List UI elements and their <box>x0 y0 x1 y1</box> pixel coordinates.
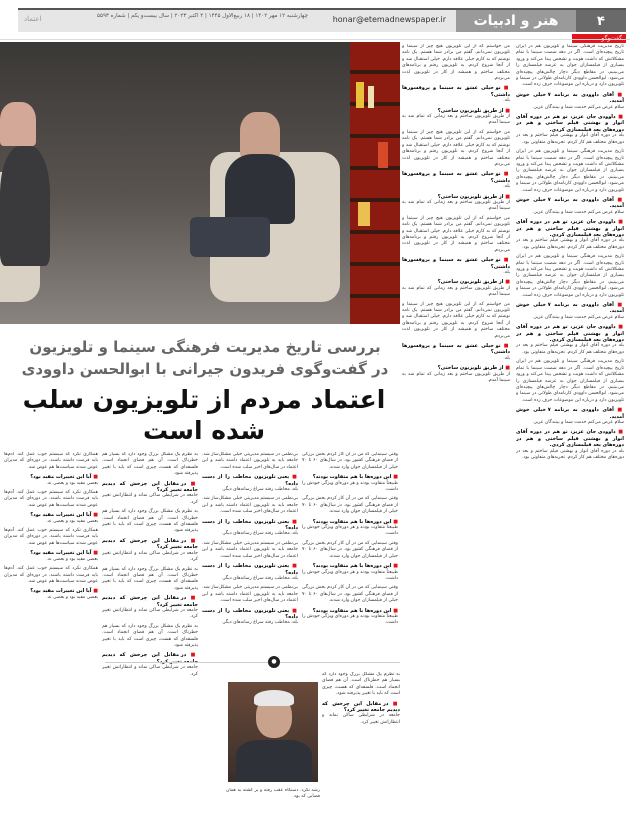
paragraph <box>516 407 624 426</box>
paragraph <box>102 538 198 564</box>
question: ■ آقای داوودی به برنامه ۷ خیلی خوش آمدید. <box>516 407 624 420</box>
answer-text: همکاری نکرد که سیستم خوب عمل کند. آدم‌ها باید فرصت داشته باشند. در دوره‌ای که مدیران عوض شدند سیاست‌ها هم عوض شد. <box>4 528 98 546</box>
answer-text: بله، مخاطب رفته سراغ رسانه‌های دیگر. <box>221 575 298 581</box>
paragraph <box>302 585 398 604</box>
paragraph <box>102 624 198 650</box>
question: ■ در مقابل این چرخش که دیدیم جامعه تغییر کرد؟ <box>102 595 198 608</box>
subtitle-line-1: بررسی تاریخ مدیریت فرهنگی سینما و تلویزیون <box>29 338 381 356</box>
answer-text: سلام عرض می‌کنم خدمت شما و بینندگان عزیز. <box>532 209 624 215</box>
question: ■ در مقابل این چرخش که دیدیم جامعه تغییر کرد؟ <box>102 538 198 551</box>
paragraph <box>516 219 624 251</box>
question: ■ از طریق تلویزیون ساختی؟ <box>402 365 510 371</box>
paragraph <box>402 171 510 190</box>
question: ■ تو خیلی عشق به سینما و پروفسورها داشتی؟ <box>402 171 510 184</box>
paragraph <box>302 474 398 493</box>
question: ■ داوودی جان عزیز، تو هم در دوره آقای انوار و بهشتی فیلم ساختی و هم در دوره‌های بعد فیلمسازی کردی. <box>516 114 624 133</box>
paragraph <box>4 474 98 487</box>
answer-text: بله، مخاطب رفته سراغ رسانه‌های دیگر. <box>221 487 298 493</box>
main-photo <box>0 42 400 324</box>
answer-text: به نظرم یک مشکل بزرگ وجود دارد که بسیار هم خطرناک است. آن هم فضای انجماد است. فلسفه‌ای که هست، چیزی است که باید با تغییر پذیرفته شود. <box>102 566 198 591</box>
answer-text: بله در دوره آقای انوار و بهشتی فیلم ساختم و بعد در دوره‌های مختلف هم کار کردم. تجربه‌های متفاوتی بود. <box>516 343 624 355</box>
paragraph <box>402 108 510 127</box>
paragraph <box>4 490 98 509</box>
answer-text: بی‌نظمی در سیستم مدیریتی خیلی مشکل‌ساز شد. جامعه باید به تلویزیون اعتماد داشته باشد و این اعتماد در سال‌های اخیر سلب شده است. <box>202 452 298 470</box>
paragraph <box>102 452 198 478</box>
answer-text: بعضی مفید بود و بعضی نه. <box>46 594 98 600</box>
answer-text: وقتی سینمایی که من در آن کار کردم بخش بزرگی از فضای فرهنگی کشور بود. در سال‌های ۶۰ تا ۷۰ خیلی از فیلمسازان جوان وارد شدند. <box>302 496 398 515</box>
answer-text: طبیعتاً متفاوت بودند و هر دوره‌ای ویژگی خودش را داشت. <box>302 525 398 537</box>
paragraph <box>302 519 398 538</box>
paragraph <box>516 359 624 404</box>
paragraph <box>202 585 298 604</box>
portrait-photo <box>228 682 318 782</box>
article-column <box>302 452 398 654</box>
question: ■ تو خیلی عشق به سینما و پروفسورها داشتی؟ <box>402 343 510 356</box>
section-tag: گفت‌وگو <box>572 34 626 43</box>
answer-text: بله، مخاطب رفته سراغ رسانه‌های دیگر. <box>221 531 298 537</box>
answer-text: همکاری نکرد که سیستم خوب عمل کند. آدم‌ها باید فرصت داشته باشند. در دوره‌ای که مدیران عوض شدند سیاست‌ها هم عوض شد. <box>4 490 98 508</box>
answer-text: به نظرم یک مشکل بزرگ وجود دارد که بسیار هم خطرناک است. آن هم فضای انجماد است. فلسفه‌ای که هست، چیزی است که باید با تغییر پذیرفته شود. <box>102 509 198 534</box>
question: ■ داوودی جان عزیز، تو هم در دوره آقای انوار و بهشتی فیلم ساختی و هم در دوره‌های بعد فیلمسازی کردی. <box>516 324 624 343</box>
paragraph <box>202 563 298 582</box>
paragraph <box>4 452 98 471</box>
question: ■ داوودی جان عزیز، تو هم در دوره آقای انوار و بهشتی فیلم ساختی و هم در دوره‌های بعد فیلمسازی کردی. <box>516 429 624 448</box>
article-column <box>516 44 624 814</box>
answer-text: من خواستم که از این تلویزیون هیچ چیز از سینما و تلویزیون نمی‌دانم. گفتم من برادر شما هستم. یک نامه نوشتم که به کارم خیلی علاقه دارم. خیلی استقبال شد و از آنجا شروع کردم. به تلویزیون رفتم و برنامه‌های مختلف ساختم و همیشه از کار در تلویزیون لذت می‌بردم. <box>402 301 510 339</box>
answer-text: من خواستم که از این تلویزیون هیچ چیز از سینما و تلویزیون نمی‌دانم. گفتم من برادر شما هستم. یک نامه نوشتم که به کارم خیلی علاقه دارم. خیلی استقبال شد و از آنجا شروع کردم. به تلویزیون رفتم و برنامه‌های مختلف ساختم و همیشه از کار در تلویزیون لذت می‌بردم. <box>402 129 510 167</box>
answer-text: سلام عرض می‌کنم خدمت شما و بینندگان عزیز. <box>532 314 624 320</box>
answer-text: از طریق تلویزیون ساختم و بعد زمانی که تمام شد به سینما آمدم. <box>402 371 510 384</box>
answer-text: وقتی سینمایی که من در آن کار کردم بخش بزرگی از فضای فرهنگی کشور بود. در سال‌های ۶۰ تا ۷۰ خیلی از فیلمسازان جوان وارد شدند. <box>302 452 398 470</box>
paragraph <box>202 541 298 560</box>
answer-text: تاریخ مدیریت فرهنگی سینما و تلویزیون هم در ایران تاریخ پیچیده‌ای است. اگر در دهه شصت سینما با تمام مشکلاتش که داشت هویت و تشخص پیدا می‌کند و ورود بسیاری از فیلمسازان جوان به عرصه فیلمسازی را می‌بینیم، در مقاطع دیگر دچار چالش‌های پیچیده‌ای می‌شود. ابوالحسن داوودی کارنامه‌ای طولانی در سینما و تلویزیون دارد و درباره این موضوعات حرف زده است. <box>516 254 624 298</box>
answer-text: از طریق تلویزیون ساختم و بعد زمانی که تمام شد به سینما آمدم. <box>402 285 510 298</box>
answer-text: بله در دوره آقای انوار و بهشتی فیلم ساختم و بعد در دوره‌های مختلف هم کار کردم. تجربه‌های متفاوتی بود. <box>516 238 624 250</box>
answer-text: همکاری نکرد که سیستم خوب عمل کند. آدم‌ها باید فرصت داشته باشند. در دوره‌ای که مدیران عوض شدند سیاست‌ها هم عوض شد. <box>4 566 98 584</box>
answer-text: تاریخ مدیریت فرهنگی سینما و تلویزیون هم در ایران تاریخ پیچیده‌ای است. اگر در دهه شصت سینما با تمام مشکلاتش که داشت هویت و تشخص پیدا می‌کند و ورود بسیاری از فیلمسازان جوان به عرصه فیلمسازی را می‌بینیم، در مقاطع دیگر دچار چالش‌های پیچیده‌ای می‌شود. ابوالحسن داوودی کارنامه‌ای طولانی در سینما و تلویزیون دارد و درباره این موضوعات حرف زده است. <box>516 359 624 403</box>
paragraph <box>202 452 298 471</box>
answer-text: بله در دوره آقای انوار و بهشتی فیلم ساختم و بعد در دوره‌های مختلف هم کار کردم. تجربه‌های متفاوتی بود. <box>516 133 624 145</box>
question: ■ آیا این تغییرات مفید بود؟ <box>4 550 98 556</box>
paragraph <box>102 481 198 507</box>
paragraph <box>202 496 298 515</box>
answer-text: به نظرم یک مشکل بزرگ وجود دارد که بسیار هم خطرناک است. آن هم فضای انجماد است. فلسفه‌ای که هست، چیزی است که باید با تغییر پذیرفته شود. <box>102 452 198 477</box>
paragraph <box>202 608 298 627</box>
question: ■ از طریق تلویزیون ساختی؟ <box>402 279 510 285</box>
answer-text: بله در دوره آقای انوار و بهشتی فیلم ساختم و بعد در دوره‌های مختلف هم کار کردم. تجربه‌های متفاوتی بود. <box>516 448 624 460</box>
paragraph <box>4 528 98 547</box>
answer-text: طبیعتاً متفاوت بودند و هر دوره‌ای ویژگی خودش را داشت. <box>302 569 398 581</box>
question: ■ یعنی تلویزیون مخاطب را از دست داده؟ <box>202 563 298 576</box>
paragraph <box>302 452 398 471</box>
section-title: هنر و ادبیات <box>456 10 576 32</box>
answer-text: وقتی سینمایی که من در آن کار کردم بخش بزرگی از فضای فرهنگی کشور بود. در سال‌های ۶۰ تا ۷۰ خیلی از فیلمسازان جوان وارد شدند. <box>302 540 398 559</box>
paragraph <box>516 197 624 216</box>
subheadline <box>10 336 400 380</box>
divider <box>105 662 400 663</box>
answer-text: سلام عرض می‌کنم خدمت شما و بینندگان عزیز. <box>532 104 624 110</box>
answer-text: بی‌نظمی در سیستم مدیریتی خیلی مشکل‌ساز شد. جامعه باید به تلویزیون اعتماد داشته باشد و این اعتماد در سال‌های اخیر سلب شده است. <box>202 540 298 559</box>
section-banner <box>456 10 626 32</box>
question: ■ آیا این تغییرات مفید بود؟ <box>4 474 98 480</box>
paragraph <box>102 509 198 535</box>
answer-text: به نظرم یک مشکل بزرگ وجود دارد که بسیار هم خطرناک است. آن هم فضای انجماد است. فلسفه‌ای که هست، چیزی است که باید با تغییر پذیرفته شود. <box>102 623 198 648</box>
question: ■ آقای داوودی به برنامه ۷ خیلی خوش آمدید. <box>516 92 624 105</box>
paragraph <box>102 652 198 678</box>
paragraph <box>402 216 510 254</box>
newspaper-logo: اعتماد <box>24 15 42 23</box>
article-column <box>202 452 298 654</box>
answer-text: طبیعتاً متفاوت بودند و هر دوره‌ای ویژگی خودش را داشت. <box>302 613 398 626</box>
article-column <box>322 672 400 817</box>
divider <box>0 39 630 40</box>
answer-text: بی‌نظمی در سیستم مدیریتی خیلی مشکل‌ساز شد. جامعه باید به تلویزیون اعتماد داشته باشد و این اعتماد در سال‌های اخیر سلب شده است. <box>202 585 298 604</box>
paragraph <box>322 701 400 727</box>
article-column <box>402 44 510 814</box>
paragraph <box>302 541 398 560</box>
paragraph <box>516 114 624 146</box>
page-number: ۴ <box>576 10 626 32</box>
paragraph <box>202 474 298 493</box>
answer-text: جامعه در شرایطی ساکن نماند و انتظاراتش تغییر کرد. <box>102 493 198 505</box>
question: ■ از طریق تلویزیون ساختی؟ <box>402 108 510 114</box>
paragraph <box>4 550 98 563</box>
answer-text: سلام عرض می‌کنم خدمت شما و بینندگان عزیز. <box>532 419 624 425</box>
answer-text: تاریخ مدیریت فرهنگی سینما و تلویزیون هم در ایران تاریخ پیچیده‌ای است. اگر در دهه شصت سینما با تمام مشکلاتش که داشت هویت و تشخص پیدا می‌کند و ورود بسیاری از فیلمسازان جوان به عرصه فیلمسازی را می‌بینیم، در مقاطع دیگر دچار چالش‌های پیچیده‌ای می‌شود. ابوالحسن داوودی کارنامه‌ای طولانی در سینما و تلویزیون دارد و درباره این موضوعات حرف زده است. <box>516 44 624 88</box>
paragraph <box>4 512 98 525</box>
answer-text: من خواستم که از این تلویزیون هیچ چیز از سینما و تلویزیون نمی‌دانم. گفتم من برادر شما هستم. یک نامه نوشتم که به کارم خیلی علاقه دارم. خیلی استقبال شد و از آنجا شروع کردم. به تلویزیون رفتم و برنامه‌های مختلف ساختم و همیشه از کار در تلویزیون لذت می‌بردم. <box>402 44 510 82</box>
answer-text: بله. <box>503 98 510 104</box>
question: ■ یعنی تلویزیون مخاطب را از دست داده؟ <box>202 474 298 487</box>
answer-text: بله. <box>503 270 510 275</box>
answer-text: بله. <box>503 184 510 190</box>
paragraph <box>402 44 510 82</box>
paragraph <box>4 566 98 585</box>
answer-text: بله. <box>503 355 510 361</box>
question: ■ در مقابل این چرخش که دیدیم جامعه تغییر کرد؟ <box>102 481 198 494</box>
answer-text: بی‌نظمی در سیستم مدیریتی خیلی مشکل‌ساز شد. جامعه باید به تلویزیون اعتماد داشته باشد و این اعتماد در سال‌های اخیر سلب شده است. <box>202 496 298 515</box>
paragraph <box>516 429 624 461</box>
article-column <box>4 452 98 812</box>
paragraph <box>402 365 510 384</box>
question: ■ آیا این تغییرات مفید بود؟ <box>4 588 98 594</box>
answer-text: از طریق تلویزیون ساختم و بعد زمانی که تمام شد به سینما آمدم. <box>402 199 510 212</box>
paragraph <box>516 254 624 299</box>
question: ■ آقای داوودی به برنامه ۷ خیلی خوش آمدید. <box>516 302 624 315</box>
paragraph <box>516 149 624 194</box>
question: ■ تو خیلی عشق به سینما و پروفسورها داشتی؟ <box>402 257 510 270</box>
paragraph <box>302 496 398 515</box>
question: ■ یعنی تلویزیون مخاطب را از دست داده؟ <box>202 519 298 532</box>
paragraph <box>402 194 510 213</box>
answer-text: بله، مخاطب رفته سراغ رسانه‌های دیگر. <box>221 620 298 626</box>
paragraph <box>302 608 398 627</box>
answer-text: من خواستم که از این تلویزیون هیچ چیز از سینما و تلویزیون نمی‌دانم. گفتم من برادر شما هستم. یک نامه نوشتم که به کارم خیلی علاقه دارم. خیلی استقبال شد و از آنجا شروع کردم. به تلویزیون رفتم و برنامه‌های مختلف ساختم و همیشه از کار در تلویزیون لذت می‌بردم. <box>402 215 510 253</box>
answer-text: طبیعتاً متفاوت بودند و هر دوره‌ای ویژگی خودش را داشت. <box>302 480 398 493</box>
question: ■ این دوره‌ها با هم متفاوت بودند؟ <box>302 608 398 614</box>
answer-text: وقتی سینمایی که من در آن کار کردم بخش بزرگی از فضای فرهنگی کشور بود. در سال‌های ۶۰ تا ۷۰ خیلی از فیلمسازان جوان وارد شدند. <box>302 585 398 604</box>
answer-text: بعضی مفید بود و بعضی نه. <box>46 518 98 524</box>
question: ■ این دوره‌ها با هم متفاوت بودند؟ <box>302 519 398 525</box>
paragraph <box>102 567 198 593</box>
paragraph <box>402 302 510 340</box>
question: ■ این دوره‌ها با هم متفاوت بودند؟ <box>302 474 398 480</box>
article-column <box>102 452 198 812</box>
answer-text: جامعه در شرایطی ساکن نماند و انتظاراتش تغییر کرد. <box>102 550 198 563</box>
paragraph <box>516 44 624 89</box>
question: ■ تو خیلی عشق به سینما و پروفسورها داشتی؟ <box>402 85 510 98</box>
answer-text: بعضی مفید بود و بعضی نه. <box>46 556 98 562</box>
paragraph <box>516 92 624 111</box>
subtitle-line-2: در گفت‌وگوی فریدون جیرانی با ابوالحسن داوودی <box>21 360 389 378</box>
answer-text: همکاری نکرد که سیستم خوب عمل کند. آدم‌ها باید فرصت داشته باشند. در دوره‌ای که مدیران عوض شدند سیاست‌ها هم عوض شد. <box>4 452 98 470</box>
answer-text: بعضی مفید بود و بعضی نه. <box>46 480 98 486</box>
question: ■ یعنی تلویزیون مخاطب را از دست داده؟ <box>202 608 298 621</box>
paragraph <box>102 595 198 621</box>
page-header <box>18 8 626 32</box>
paragraph <box>202 519 298 538</box>
question: ■ در مقابل این چرخش که دیدیم جامعه تغییر کرد؟ <box>102 652 198 665</box>
answer-text: به نظرم یک مشکل بزرگ وجود دارد که بسیار هم خطرناک است. آن هم فضای انجماد است. فلسفه‌ای که هست، چیزی است که باید با تغییر پذیرفته شود. <box>322 672 400 697</box>
question: ■ در مقابل این چرخش که دیدیم جامعه تغییر کرد؟ <box>322 701 400 714</box>
section-marker-icon: ● <box>268 656 280 668</box>
issue-date: چهارشنبه ۱۲ مهر ۱۴۰۲ | ۱۸ ربیع‌الاول ۱۴۴۵ | ۴ اکتبر ۲۰۲۳ | سال بیست‌و یکم | شماره ۵۵۹۳ <box>97 13 308 19</box>
paragraph <box>516 324 624 356</box>
paragraph <box>402 343 510 362</box>
paragraph <box>402 85 510 104</box>
paragraph <box>516 302 624 321</box>
bookshelf <box>350 42 400 324</box>
question: ■ آیا این تغییرات مفید بود؟ <box>4 512 98 518</box>
paragraph <box>402 257 510 276</box>
paragraph <box>4 588 98 601</box>
answer-text: تاریخ مدیریت فرهنگی سینما و تلویزیون هم در ایران تاریخ پیچیده‌ای است. اگر در دهه شصت سینما با تمام مشکلاتش که داشت هویت و تشخص پیدا می‌کند و ورود بسیاری از فیلمسازان جوان به عرصه فیلمسازی را می‌بینیم، در مقاطع دیگر دچار چالش‌های پیچیده‌ای می‌شود. ابوالحسن داوودی کارنامه‌ای طولانی در سینما و تلویزیون دارد و درباره این موضوعات حرف زده است. <box>516 149 624 193</box>
paragraph <box>402 279 510 298</box>
question: ■ داوودی جان عزیز، تو هم در دوره آقای انوار و بهشتی فیلم ساختی و هم در دوره‌های بعد فیلمسازی کردی. <box>516 219 624 238</box>
question: ■ این دوره‌ها با هم متفاوت بودند؟ <box>302 563 398 569</box>
headline: اعتماد مردم از تلویزیون سلب شده است <box>22 385 386 445</box>
answer-text: جامعه در شرایطی ساکن نماند و انتظاراتش تغییر کرد. <box>322 713 400 725</box>
paragraph <box>322 672 400 698</box>
question: ■ از طریق تلویزیون ساختی؟ <box>402 194 510 200</box>
question: ■ آقای داوودی به برنامه ۷ خیلی خوش آمدید. <box>516 197 624 210</box>
section-email[interactable]: honar@etemadnewspaper.ir <box>332 15 446 24</box>
answer-text: جامعه در شرایطی ساکن نماند و انتظاراتش تغییر کرد. <box>102 665 198 677</box>
answer-text: جامعه در شرایطی ساکن نماند و انتظاراتش تغییر کرد. <box>102 607 198 620</box>
paragraph <box>302 563 398 582</box>
photo-caption: رشد نکرد. دستگاه عقب رفته و بر گشته به همان فضایی که بود. <box>226 788 320 800</box>
paragraph <box>402 130 510 168</box>
answer-text: از طریق تلویزیون ساختم و بعد زمانی که تمام شد به سینما آمدم. <box>402 114 510 126</box>
